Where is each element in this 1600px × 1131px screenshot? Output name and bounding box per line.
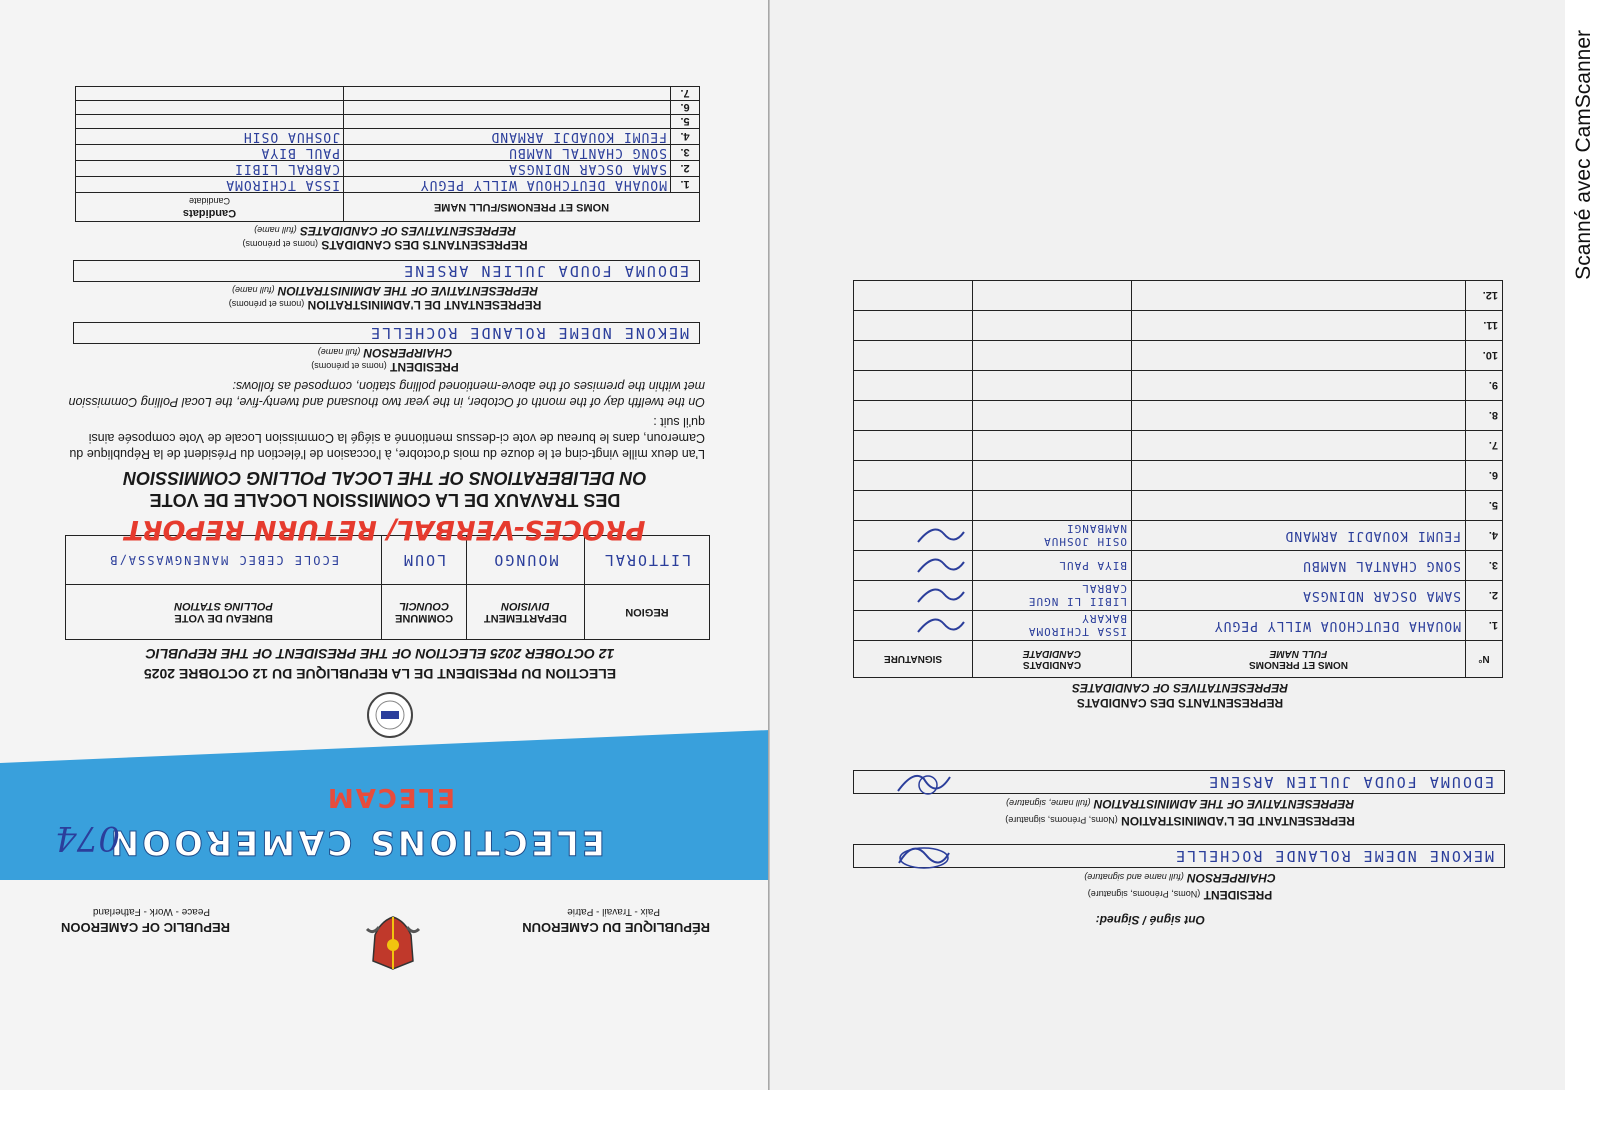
r-name-header: NOMS ET PRENOMS FULL NAME	[1132, 641, 1466, 678]
signature-cell	[854, 281, 973, 311]
candidate-name: CABRAL LIBII	[76, 161, 344, 177]
table-row	[76, 115, 700, 129]
rep-name: SONG CHANTAL NAMBU	[344, 145, 671, 161]
table-row	[76, 129, 700, 145]
rep-name	[1132, 401, 1466, 431]
location-header-row	[66, 585, 710, 640]
row-number: 1.	[671, 177, 700, 193]
row-number: 7.	[671, 87, 700, 101]
signature-cell	[854, 551, 973, 581]
signature-icon	[908, 556, 968, 578]
candidate-name	[76, 87, 344, 101]
candidate-name	[973, 401, 1132, 431]
camscanner-watermark: Scanné avec CamScanner	[1572, 30, 1595, 280]
candidate-name	[973, 281, 1132, 311]
candidate-name	[973, 341, 1132, 371]
report-subtitle-en: ON DELIBERATIONS OF THE LOCAL POLLING COMMISSION	[123, 468, 647, 488]
row-number: 5.	[671, 115, 700, 129]
candidate-name	[76, 115, 344, 129]
row-number: 4.	[1466, 521, 1503, 551]
left-page-upright	[0, 0, 770, 1090]
banner-title: ELECTIONS CAMEROON	[107, 822, 605, 862]
candidate-name: OSIH JOSHUA NAMBANGI	[973, 521, 1132, 551]
table-row	[76, 161, 700, 177]
row-number: 9.	[1466, 371, 1503, 401]
table-row	[76, 87, 700, 101]
row-number: 3.	[671, 145, 700, 161]
admin-label-en: REPRESENTATIVE OF THE ADMINISTRATION (full name)	[231, 284, 539, 298]
r-admin-name-box	[853, 770, 1505, 794]
admin-label: REPRESENTANT DE L'ADMINISTRATION (noms et prénoms)	[228, 298, 542, 312]
right-page-upright	[770, 0, 1565, 1090]
rep-name	[1132, 431, 1466, 461]
r-admin-name: EDOUMA FOUDA JULIEN ARSENE	[1207, 773, 1494, 791]
r-sig-header: SIGNATURE	[854, 641, 973, 678]
motto-fr: Paix - Travail - Patrie	[567, 906, 660, 917]
republic-en: REPUBLIC OF CAMEROON	[61, 920, 230, 935]
rep-name	[1132, 371, 1466, 401]
admin-name: EDOUMA FOUDA JULIEN ARSENE	[402, 262, 689, 280]
candidate-name: BIYA PAUL	[973, 551, 1132, 581]
table-row	[76, 145, 700, 161]
election-title-en: 12 OCTOBER 2025 ELECTION OF THE PRESIDENT OF THE REPUBLIC	[145, 646, 615, 662]
candidate-name: LIBII LI NGUE CABRAL	[973, 581, 1132, 611]
council-value: LOUM	[382, 536, 467, 585]
banner-subtitle: ELECAM	[325, 782, 455, 812]
r-candidates-label: REPRESENTANTS DES CANDIDATS	[1076, 696, 1284, 710]
rep-name	[1132, 491, 1466, 521]
chairperson-label: CHAIRPERSON (full name)	[317, 346, 453, 360]
r-president-name-box	[853, 844, 1505, 868]
paragraph-en: On the twelfth day of the month of October, in the year two thousand and twenty-five, the Local Polling Commission met within the premises of the above-mentioned polling station, composed as follows:	[68, 379, 705, 409]
candidate-name: ISSA TCHIROMA	[76, 177, 344, 193]
signature-cell	[854, 581, 973, 611]
left-page	[0, 0, 770, 1090]
candidate-name	[973, 431, 1132, 461]
r-cand-header-row	[854, 641, 1503, 678]
cameroon-crest-icon	[361, 911, 425, 975]
table-row	[76, 101, 700, 115]
candidate-name	[973, 311, 1132, 341]
report-subtitle-fr: DES TRAVAUX DE LA COMMISSION LOCALE DE VOTE	[149, 490, 621, 510]
rep-name	[344, 101, 671, 115]
rep-name	[1132, 281, 1466, 311]
signature-cell	[854, 431, 973, 461]
rep-name: SONG CHANTAL NAMBU	[1132, 551, 1466, 581]
rep-name: MOUAHA DEUTCHOUA WILLY PEGUY	[344, 177, 671, 193]
row-number: 12.	[1466, 281, 1503, 311]
handwritten-number: 074	[55, 818, 120, 858]
motto-en: Peace - Work - Fatherland	[92, 906, 210, 917]
candidates-table-right	[853, 280, 1503, 678]
rep-name: FEUMI KOUADJI ARMAND	[1132, 521, 1466, 551]
candidate-name: JOSHUA OSIH	[76, 129, 344, 145]
signature-icon	[908, 616, 968, 638]
signed-label: Ont signé / Signed:	[1095, 913, 1205, 927]
paragraph-fr: L'an deux mille vingt-cinq et le douze du mois d'octobre, à l'occasion de l'élection du Président de la République du Cameroun, dans le bureau de vote ci-dessus mentionné a siégé la Commission Locale de Vote composée ainsi qu'il suit :	[69, 415, 705, 461]
row-number: 5.	[1466, 491, 1503, 521]
row-number: 2.	[671, 161, 700, 177]
signature-cell	[854, 401, 973, 431]
table-row	[854, 461, 1503, 491]
table-row	[76, 177, 700, 193]
right-page	[770, 0, 1565, 1090]
signature-cell	[854, 611, 973, 641]
signature-icon	[908, 586, 968, 608]
republic-fr: RÉPUBLIQUE DU CAMEROUN	[522, 920, 710, 935]
signature-icon	[908, 526, 968, 548]
candidates-label-en: REPRESENTATIVES OF CANDIDATES (full name)	[254, 224, 516, 238]
table-row	[854, 521, 1503, 551]
table-row	[854, 611, 1503, 641]
candidate-name: PAUL BIYA	[76, 145, 344, 161]
elecam-banner	[0, 730, 770, 880]
rep-name	[1132, 461, 1466, 491]
department-value: MOUNGO	[466, 536, 584, 585]
signature-cell	[854, 371, 973, 401]
candidate-name	[973, 491, 1132, 521]
rep-name: SAMA OSCAR NDINGSA	[344, 161, 671, 177]
president-label: PRESIDENT (noms et prénoms)	[311, 360, 459, 374]
table-row	[854, 341, 1503, 371]
candidates-label: REPRESENTANTS DES CANDIDATS (noms et prénoms)	[242, 238, 528, 252]
polling-station-value: ECOLE CEBEC MANENGWASSA/B	[66, 536, 382, 585]
rep-name	[344, 115, 671, 129]
r-admin-label: REPRESENTANT DE L'ADMINISTRATION (Noms, Prénoms, signature)	[1005, 814, 1355, 828]
president-signature-icon	[894, 843, 954, 873]
r-chair-label: CHAIRPERSON (full name and signature)	[1084, 871, 1276, 885]
rep-name	[344, 87, 671, 101]
admin-signature-icon	[894, 769, 954, 799]
region-value: LITTORAL	[584, 536, 709, 585]
council-header: COMMUNE COUNCIL	[382, 585, 467, 640]
rep-name	[1132, 341, 1466, 371]
location-table	[65, 535, 710, 640]
candidate-name	[973, 371, 1132, 401]
table-row	[854, 371, 1503, 401]
table-row	[854, 401, 1503, 431]
signature-cell	[854, 521, 973, 551]
rep-name: SAMA OSCAR NDINGSA	[1132, 581, 1466, 611]
candidates-table-left	[75, 86, 700, 222]
candidate-name: ISSA TCHIROMA BAKARY	[973, 611, 1132, 641]
election-2025-seal-icon	[365, 690, 415, 740]
row-number: 3.	[1466, 551, 1503, 581]
cand-header-row	[76, 193, 700, 222]
president-name-box	[73, 322, 700, 344]
rep-name: MOUAHA DEUTCHOUA WILLY PEGUY	[1132, 611, 1466, 641]
row-number: 6.	[1466, 461, 1503, 491]
signature-cell	[854, 341, 973, 371]
cand-candidate-header: Candidats Candidate	[76, 193, 344, 222]
row-number: 6.	[671, 101, 700, 115]
candidate-name	[973, 461, 1132, 491]
table-row	[854, 311, 1503, 341]
row-number: 11.	[1466, 311, 1503, 341]
r-num-header: N°	[1466, 641, 1503, 678]
department-header: DEPARTEMENT DIVISION	[466, 585, 584, 640]
table-row	[854, 281, 1503, 311]
president-name: MEKONE NDEME ROLANDE ROCHELLE	[369, 324, 689, 342]
row-number: 7.	[1466, 431, 1503, 461]
polling-station-header: BUREAU DE VOTE POLLING STATION	[66, 585, 382, 640]
region-header: REGION	[584, 585, 709, 640]
signature-cell	[854, 311, 973, 341]
table-row	[854, 491, 1503, 521]
r-admin-label-en: REPRESENTATIVE OF THE ADMINISTRATION (full name, signature)	[1005, 797, 1355, 811]
report-title: PROCES-VERBAL/ RETURN REPORT	[124, 514, 646, 545]
r-candidates-label-en: REPRESENTATIVES OF CANDIDATES	[1071, 681, 1289, 695]
row-number: 1.	[1466, 611, 1503, 641]
row-number: 4.	[671, 129, 700, 145]
candidate-name	[76, 101, 344, 115]
cand-name-header: NOMS ET PRENOMS/FULL NAME	[344, 193, 700, 222]
row-number: 2.	[1466, 581, 1503, 611]
signature-cell	[854, 491, 973, 521]
rep-name	[1132, 311, 1466, 341]
r-president-label: PRESIDENT (Noms, Prénoms, signature)	[1087, 888, 1273, 902]
table-row	[854, 431, 1503, 461]
row-number: 10.	[1466, 341, 1503, 371]
table-row	[854, 581, 1503, 611]
election-title-fr: ELECTION DU PRESIDENT DE LA REPUBLIQUE DU 12 OCTOBRE 2025	[143, 666, 617, 682]
rep-name: FEUMI KOUADJI ARMAND	[344, 129, 671, 145]
r-president-name: MEKONE NDEME ROLANDE ROCHELLE	[1174, 847, 1494, 865]
signature-cell	[854, 461, 973, 491]
r-cand-header: CANDIDATS CANDIDATE	[973, 641, 1132, 678]
table-row	[854, 551, 1503, 581]
row-number: 8.	[1466, 401, 1503, 431]
admin-name-box	[73, 260, 700, 282]
